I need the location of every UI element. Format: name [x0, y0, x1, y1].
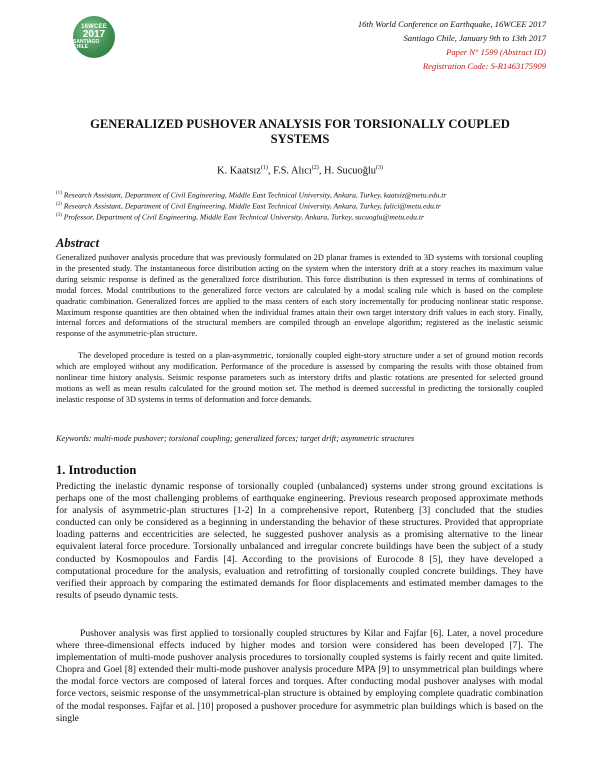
author-1: K. Kaatsız — [217, 165, 261, 177]
author-3: H. Sucuoğlu — [324, 165, 376, 177]
conference-info — [358, 17, 546, 73]
conference-logo — [73, 16, 115, 58]
conference-location-date: Santiago Chile, January 9th to 13th 2017 — [403, 33, 546, 43]
affiliation-3 — [56, 211, 556, 222]
affiliation-2 — [56, 200, 556, 211]
logo-text-bottom: SANTIAGO CHILE — [73, 39, 100, 50]
keywords: Keywords: multi-mode pushover; torsional coupling; generalized forces; target drift; asymmetric structures — [56, 434, 415, 443]
author-list: K. Kaatsız$^{(1)}$, F.S. Alıcı$^{(2)}$, H. Sucuoğlu$^{(3)}$ — [217, 165, 383, 177]
introduction-paragraph-2: Pushover analysis was first applied to torsionally coupled structures by Kilar and Fajfar [6]. Later, a novel procedure where three-dimensional effects induced by higher modes and torsion were considered has been developed [7]. The implementation of multi-mode pushover analysis procedures to torsionally coupled systems is fairly recent and quite limited. Chopra and Goel [8] extended their multi-mode pushover analysis procedure MPA [9] to unsymmetrical plan buildings where the modal force vectors are composed of lateral forces and torques. After conducting modal pushover analyses with modal force vectors, seismic response of the unsymmetrical-plan structure is obtained by employing complete quadratic combination of the modal responses. Fajfar et al. [10] proposed a pushover procedure for asymmetric plan buildings which is based on the single — [56, 628, 543, 724]
affiliation-3-text: Professor, Department of Civil Engineering, Middle East Technical University, Ankara, Turkey, sucuoglu@metu.edu.tr — [63, 212, 424, 222]
conference-name: 16th World Conference on Earthquake, 16WCEE 2017 — [357, 19, 546, 29]
affiliation-1 — [56, 189, 556, 200]
affiliation-2-text: Research Assistant, Department of Civil Engineering, Middle East Technical University, Ankara, Turkey, falici@metu.edu.tr — [63, 201, 441, 211]
affiliations — [56, 189, 556, 222]
introduction-heading: 1. Introduction — [56, 463, 137, 477]
author-2: F.S. Alıcı — [273, 165, 312, 177]
paper-number: Paper N° 1599 (Abstract ID) — [446, 47, 546, 57]
author-3-marker: (3) — [375, 165, 383, 171]
abstract-paragraph-1: Generalized pushover analysis procedure that was previously formulated on 2D planar frames is extended to 3D systems with torsional coupling in the presented study. The instantaneous force distribution acting on the system when the interstory drift at a story reaches its maximum value during seismic response is defined as the generalized force distribution. This force distribution is then expressed in terms of combinations of modal forces. Modal contributions to the generalized force vectors are calculated by a modal scaling rule which is based on the complete quadratic combination. Generalized forces are applied to the mass centers of each story incrementally for producing nonlinear static response. Maximum response quantities are then obtained when the individual frames attain their own target interstory drift values in each story. Finally, internal forces and deformations of the structural members are compiled through an envelope algorithm; registered as the inelastic seismic response of the asymmetric-plan structure. — [56, 253, 543, 339]
affiliation-1-marker: (1) — [56, 191, 62, 196]
logo-text-year: 2017 — [82, 29, 106, 40]
affiliation-2-marker: (2) — [56, 202, 62, 208]
registration-code: Registration Code: S-R1463175909 — [422, 61, 546, 71]
logo-text-top: 16WCEE — [81, 24, 107, 30]
abstract-paragraph-2: The developed procedure is tested on a plan-asymmetric, torsionally coupled eight-story structure under a set of ground motion records which are employed without any modification. Performance of the procedure is assessed by comparing the results with those obtained from nonlinear time history analysis. Seismic response parameters such as interstory drifts and plastic rotations are presented for selected ground motions as well as mean results calculated for the ground motion set. The method is deemed successful in predicting the torsionally coupled inelastic response of 3D systems in terms of deformation and force demands. — [56, 351, 543, 404]
paper-title: GENERALIZED PUSHOVER ANALYSIS FOR TORSIONALLY COUPLED SYSTEMS — [90, 117, 510, 146]
affiliation-1-text: Research Assistant, Department of Civil Engineering, Middle East Technical University, Ankara, Turkey, kaatsiz@metu.edu.tr — [63, 190, 447, 200]
author-2-marker: (2) — [311, 165, 319, 171]
introduction-paragraph-1: Predicting the inelastic dynamic response of torsionally coupled (unbalanced) systems under strong ground excitations is perhaps one of the most challenging problems of earthquake engineering. Previous research proposed approximate methods for analysis of asymmetric-plan structures [1-2] In a comprehensive report, Rutenberg [3] concluded that the studies conducted can only be considered as a beginning in understanding the behavior of these structures. Provided that appropriate loading patterns and eccentricities are selected, he suggested pushover analysis as a promising alternative to the linear equivalent lateral force procedure. Torsionally unbalanced and irregular concrete buildings have been the subject of a study conducted by Kosmopoulos and Fardis [4]. According to the provisions of Eurocode 8 [5], they have developed a computational procedure for the analysis, evaluation and retrofitting of torsionally coupled concrete buildings. They have verified their approach by comparing the estimated demands for floor displacements and estimated member damages to the results of pseudo dynamic tests. — [56, 481, 543, 601]
author-1-marker: (1) — [260, 165, 268, 171]
abstract-heading: Abstract — [56, 236, 100, 250]
affiliation-3-marker: (3) — [56, 213, 62, 219]
